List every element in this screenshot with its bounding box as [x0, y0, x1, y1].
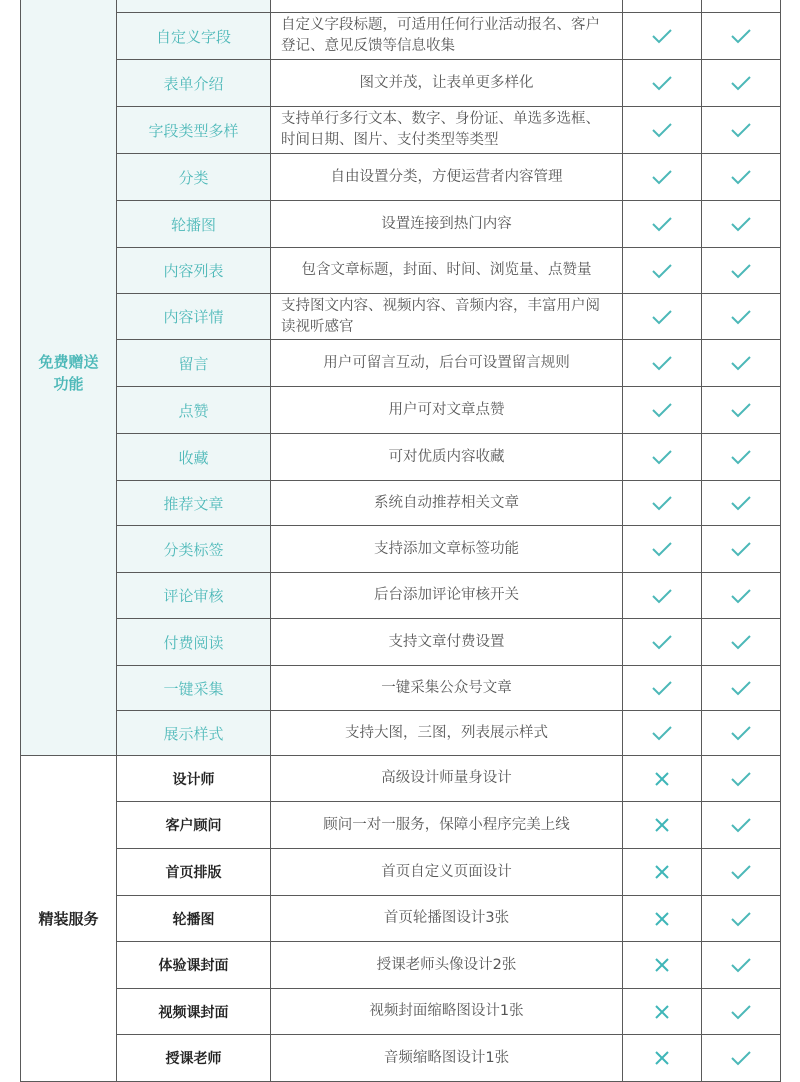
plan-2-availability: [702, 387, 781, 434]
feature-description: 视频封面缩略图设计1张: [271, 989, 623, 1035]
checkmark-icon: [730, 680, 752, 696]
feature-description: 支持大图，三图，列表展示样式: [271, 711, 623, 756]
feature-description: 可对优质内容收藏: [271, 434, 623, 481]
feature-description: 用户可留言互动，后台可设置留言规则: [271, 340, 623, 387]
feature-name: [117, 0, 271, 13]
feature-name: 视频课封面: [117, 989, 271, 1035]
checkmark-icon: [730, 1004, 752, 1020]
table-row: [21, 896, 781, 942]
plan-1-availability: [623, 201, 702, 248]
checkmark-icon: [730, 725, 752, 741]
cross-icon: [653, 770, 671, 788]
table-row: [21, 756, 781, 802]
plan-2-availability: [702, 942, 781, 989]
plan-2-availability: [702, 201, 781, 248]
table-row: [21, 573, 781, 619]
checkmark-icon: [730, 263, 752, 279]
plan-1-availability: [623, 107, 702, 154]
table-row: [21, 711, 781, 756]
cross-icon: [653, 910, 671, 928]
plan-1-availability: [623, 619, 702, 666]
checkmark-icon: [730, 957, 752, 973]
plan-1-availability: [623, 896, 702, 942]
cross-icon: [653, 1049, 671, 1067]
feature-name: 点赞: [117, 387, 271, 434]
group-label-free-line2: 功能: [53, 375, 84, 393]
checkmark-icon: [651, 541, 673, 557]
feature-name: 分类标签: [117, 526, 271, 573]
table-row: [21, 201, 781, 248]
checkmark-icon: [730, 28, 752, 44]
plan-2-availability: [702, 340, 781, 387]
checkmark-icon: [730, 911, 752, 927]
feature-description: 设置连接到热门内容: [271, 201, 623, 248]
plan-2-availability: [702, 0, 781, 13]
checkmark-icon: [730, 588, 752, 604]
feature-name: 客户顾问: [117, 802, 271, 849]
table-row: [21, 434, 781, 481]
table-row: [21, 60, 781, 107]
table-row: [21, 942, 781, 989]
feature-description: 自由设置分类，方便运营者内容管理: [271, 154, 623, 201]
feature-name: 内容详情: [117, 294, 271, 340]
feature-name: 轮播图: [117, 201, 271, 248]
table-row: [21, 13, 781, 60]
feature-description: 音频缩略图设计1张: [271, 1035, 623, 1082]
checkmark-icon: [651, 588, 673, 604]
plan-1-availability: [623, 526, 702, 573]
plan-2-availability: [702, 434, 781, 481]
checkmark-icon: [730, 1050, 752, 1066]
plan-2-availability: [702, 1035, 781, 1082]
checkmark-icon: [730, 75, 752, 91]
table-row: [21, 1035, 781, 1082]
feature-description: 首页自定义页面设计: [271, 849, 623, 896]
cross-icon: [653, 1003, 671, 1021]
plan-2-availability: [702, 13, 781, 60]
checkmark-icon: [651, 634, 673, 650]
feature-description: 支持添加文章标签功能: [271, 526, 623, 573]
table-row: [21, 526, 781, 573]
group-label-free-line1: 免费赠送: [38, 353, 99, 371]
feature-description: 后台添加评论审核开关: [271, 573, 623, 619]
feature-name: 首页排版: [117, 849, 271, 896]
table-row: [21, 0, 781, 13]
feature-description: 一键采集公众号文章: [271, 666, 623, 711]
plan-1-availability: [623, 60, 702, 107]
checkmark-icon: [651, 28, 673, 44]
feature-description: 自定义字段标题，可适用任何行业活动报名、客户登记、意见反馈等信息收集: [271, 13, 623, 60]
plan-1-availability: [623, 248, 702, 294]
plan-2-availability: [702, 756, 781, 802]
cross-icon: [653, 956, 671, 974]
feature-description: 用户可对文章点赞: [271, 387, 623, 434]
plan-2-availability: [702, 619, 781, 666]
plan-2-availability: [702, 989, 781, 1035]
feature-name: 轮播图: [117, 896, 271, 942]
checkmark-icon: [651, 495, 673, 511]
feature-name: 自定义字段: [117, 13, 271, 60]
feature-description: 支持文章付费设置: [271, 619, 623, 666]
plan-1-availability: [623, 340, 702, 387]
plan-1-availability: [623, 802, 702, 849]
plan-1-availability: [623, 1035, 702, 1082]
checkmark-icon: [730, 169, 752, 185]
checkmark-icon: [730, 122, 752, 138]
feature-description: 系统自动推荐相关文章: [271, 481, 623, 526]
feature-description: 授课老师头像设计2张: [271, 942, 623, 989]
checkmark-icon: [651, 355, 673, 371]
table-row: [21, 387, 781, 434]
checkmark-icon: [651, 169, 673, 185]
feature-description: 包含文章标题，封面、时间、浏览量、点赞量: [271, 248, 623, 294]
table-row: [21, 481, 781, 526]
feature-description: 图文并茂，让表单更多样化: [271, 60, 623, 107]
feature-name: 付费阅读: [117, 619, 271, 666]
plan-2-availability: [702, 248, 781, 294]
checkmark-icon: [730, 402, 752, 418]
checkmark-icon: [651, 725, 673, 741]
plan-2-availability: [702, 802, 781, 849]
feature-name: 体验课封面: [117, 942, 271, 989]
feature-description: [271, 0, 623, 13]
table-body: [21, 0, 781, 1082]
plan-2-availability: [702, 107, 781, 154]
feature-name: 一键采集: [117, 666, 271, 711]
feature-name: 授课老师: [117, 1035, 271, 1082]
table-row: [21, 154, 781, 201]
feature-name: 设计师: [117, 756, 271, 802]
plan-2-availability: [702, 154, 781, 201]
plan-1-availability: [623, 481, 702, 526]
checkmark-icon: [651, 75, 673, 91]
plan-2-availability: [702, 711, 781, 756]
feature-name: 内容列表: [117, 248, 271, 294]
feature-description: 支持单行多行文本、数字、身份证、单选多选框、时间日期、图片、支付类型等类型: [271, 107, 623, 154]
plan-2-availability: [702, 896, 781, 942]
checkmark-icon: [730, 495, 752, 511]
checkmark-icon: [730, 541, 752, 557]
feature-name: 字段类型多样: [117, 107, 271, 154]
table-row: [21, 666, 781, 711]
checkmark-icon: [651, 402, 673, 418]
plan-1-availability: [623, 0, 702, 13]
group-label-free: [21, 0, 117, 756]
checkmark-icon: [651, 122, 673, 138]
plan-1-availability: [623, 434, 702, 481]
table-row: [21, 849, 781, 896]
plan-1-availability: [623, 294, 702, 340]
plan-1-availability: [623, 711, 702, 756]
plan-1-availability: [623, 942, 702, 989]
feature-description: 首页轮播图设计3张: [271, 896, 623, 942]
feature-name: 分类: [117, 154, 271, 201]
checkmark-icon: [651, 449, 673, 465]
plan-2-availability: [702, 849, 781, 896]
plan-1-availability: [623, 989, 702, 1035]
plan-2-availability: [702, 666, 781, 711]
plan-1-availability: [623, 849, 702, 896]
table-row: [21, 802, 781, 849]
checkmark-icon: [651, 263, 673, 279]
plan-1-availability: [623, 387, 702, 434]
plan-2-availability: [702, 294, 781, 340]
feature-name: 留言: [117, 340, 271, 387]
table-row: [21, 619, 781, 666]
feature-description: 支持图文内容、视频内容、音频内容，丰富用户阅读视听感官: [271, 294, 623, 340]
feature-description: 高级设计师量身设计: [271, 756, 623, 802]
checkmark-icon: [730, 634, 752, 650]
table-row: [21, 340, 781, 387]
checkmark-icon: [651, 216, 673, 232]
plan-1-availability: [623, 666, 702, 711]
feature-name: 收藏: [117, 434, 271, 481]
plan-2-availability: [702, 573, 781, 619]
checkmark-icon: [730, 864, 752, 880]
feature-name: 展示样式: [117, 711, 271, 756]
table-row: [21, 294, 781, 340]
feature-name: 表单介绍: [117, 60, 271, 107]
group-label-paid: 精装服务: [21, 756, 117, 1082]
checkmark-icon: [651, 309, 673, 325]
table-row: [21, 248, 781, 294]
feature-description: 顾问一对一服务，保障小程序完美上线: [271, 802, 623, 849]
checkmark-icon: [730, 355, 752, 371]
checkmark-icon: [730, 309, 752, 325]
checkmark-icon: [730, 771, 752, 787]
feature-comparison-table: [20, 0, 781, 1082]
checkmark-icon: [651, 680, 673, 696]
feature-name: 评论审核: [117, 573, 271, 619]
table-row: [21, 107, 781, 154]
checkmark-icon: [730, 817, 752, 833]
plan-2-availability: [702, 60, 781, 107]
cross-icon: [653, 863, 671, 881]
plan-1-availability: [623, 154, 702, 201]
plan-2-availability: [702, 526, 781, 573]
cross-icon: [653, 816, 671, 834]
plan-1-availability: [623, 573, 702, 619]
checkmark-icon: [730, 216, 752, 232]
plan-1-availability: [623, 756, 702, 802]
plan-2-availability: [702, 481, 781, 526]
checkmark-icon: [730, 449, 752, 465]
plan-1-availability: [623, 13, 702, 60]
table-row: [21, 989, 781, 1035]
feature-name: 推荐文章: [117, 481, 271, 526]
